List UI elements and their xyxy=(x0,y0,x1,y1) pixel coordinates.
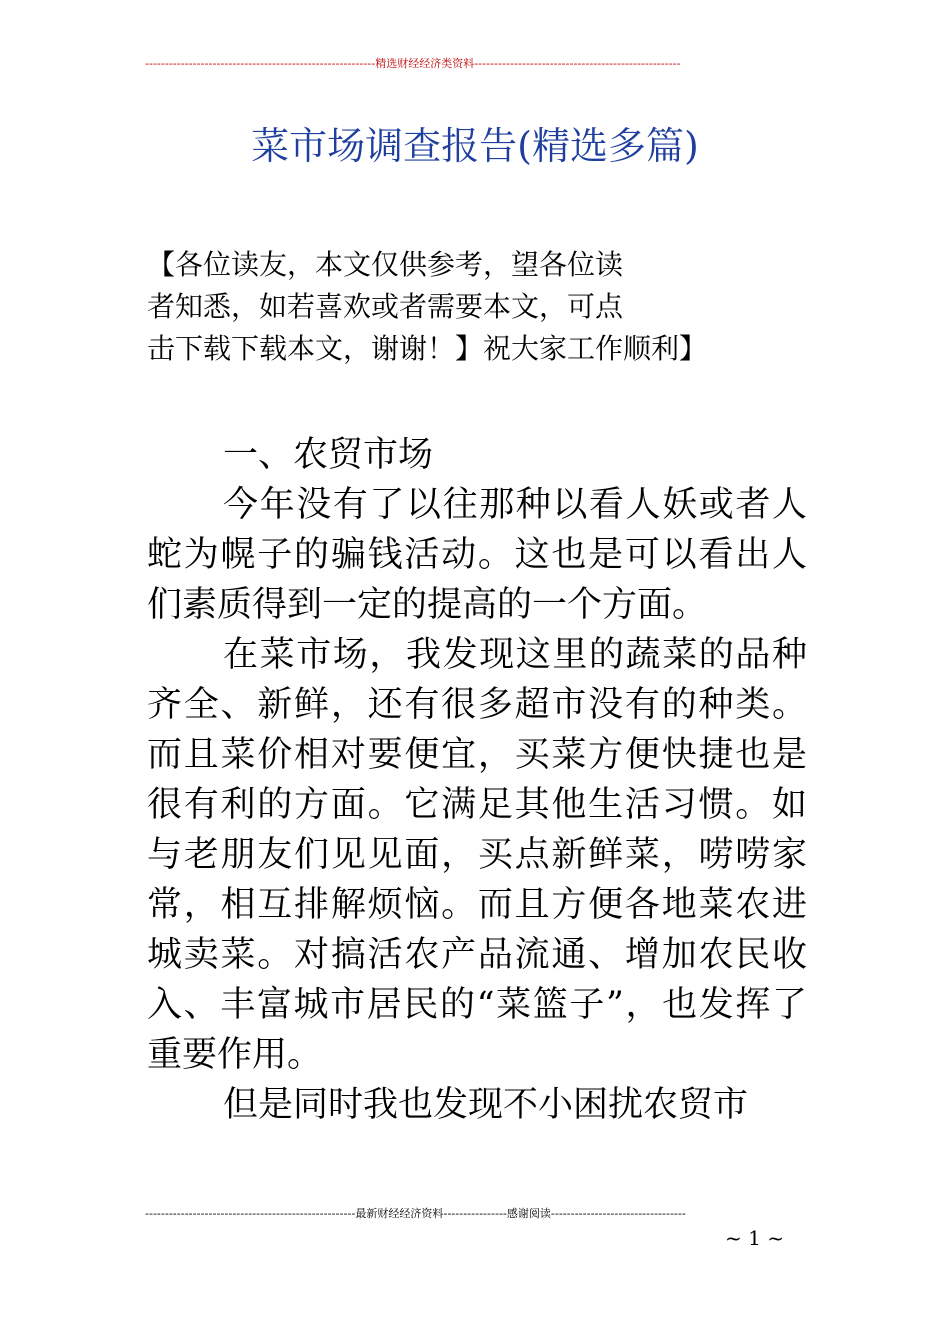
page-footer-rule: -----------------------------------------------------最新财经经济资料----------------感谢阅读---------------------------------- xyxy=(145,1207,686,1220)
reader-notice xyxy=(147,244,807,370)
notice-line: 者知悉，如若喜欢或者需要本文，可点 xyxy=(147,290,624,323)
document-body xyxy=(147,430,807,1130)
page-number: ~ 1 ~ xyxy=(725,1226,784,1250)
body-paragraph: 但是同时我也发现不小困扰农贸市 xyxy=(223,1085,749,1125)
notice-line: 击下载下载本文，谢谢！】祝大家工作顺利】 xyxy=(147,332,708,365)
document-title: 菜市场调查报告(精选多篇) xyxy=(251,124,699,168)
body-paragraph: 今年没有了以往那种以看人妖或者人蛇为幌子的骗钱活动。这也是可以看出人们素质得到一定的提高的一个方面。 xyxy=(147,485,807,625)
body-paragraph: 在菜市场，我发现这里的蔬菜的品种齐全、新鲜，还有很多超市没有的种类。而且菜价相对要便宜，买菜方便快捷也是很有利的方面。它满足其他生活习惯。如与老朋友们见见面，买点新鲜菜，唠唠家常，相互排解烦恼。而且方便各地菜农进城卖菜。对搞活农产品流通、增加农民收入、丰富城市居民的“菜篮子”，也发挥了重要作用。 xyxy=(147,635,807,1075)
notice-line: 【各位读友，本文仅供参考，望各位读 xyxy=(147,248,624,281)
page-header-rule: ----------------------------------------------------------精选财经经济类资料---------------------------------------------------- xyxy=(145,57,681,70)
section-heading: 一、农贸市场 xyxy=(223,435,434,475)
